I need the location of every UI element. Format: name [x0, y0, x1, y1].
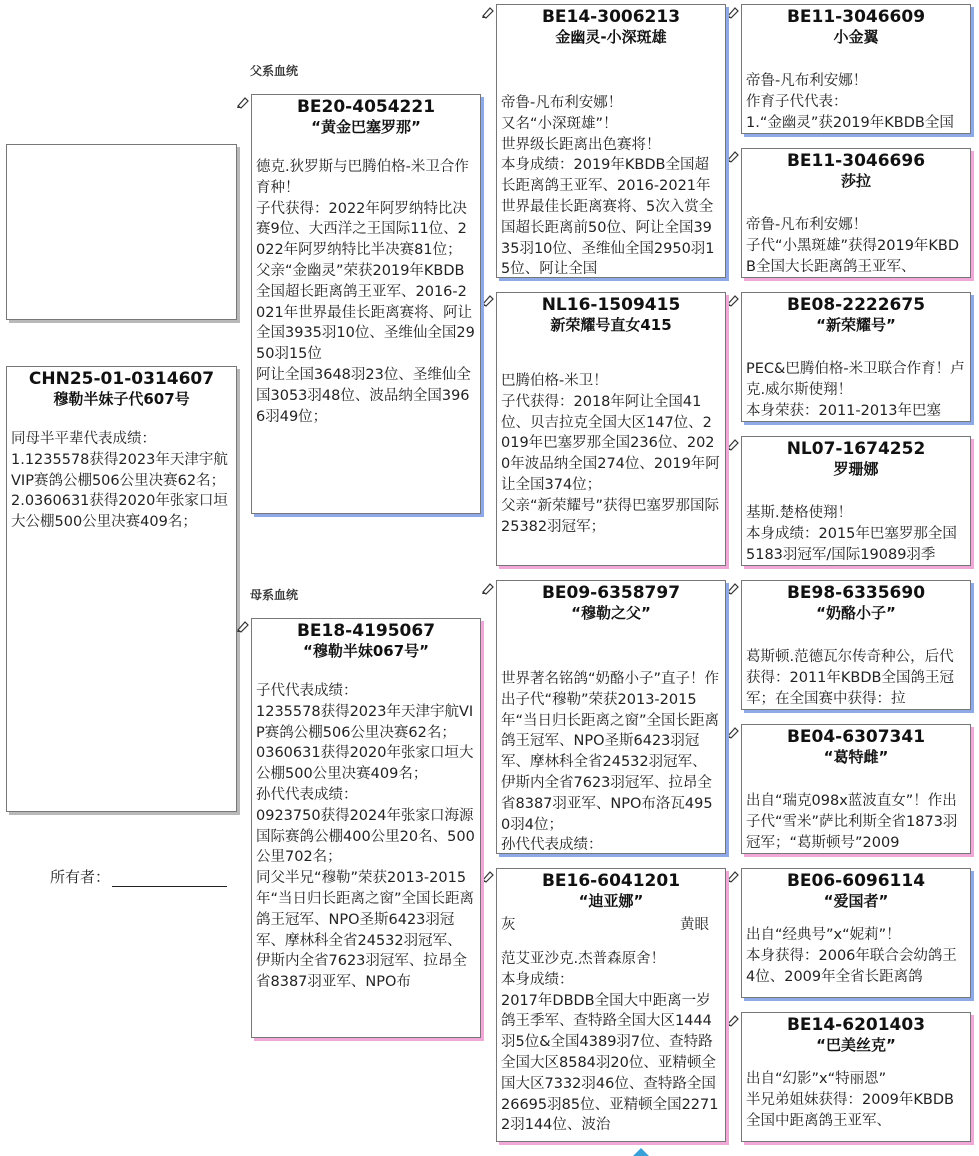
pigeon-name: “巴美丝克” — [816, 1036, 896, 1054]
color-eye-row — [497, 913, 725, 937]
dam-sire-dam-card[interactable] — [741, 724, 971, 854]
pigeon-description: 出自“幻影”x“特丽恩” 半兄弟姐妹获得：2009年KBDB全国中距离鸽王亚军、 — [746, 1071, 954, 1129]
owner-underline — [112, 870, 227, 887]
edit-pencil-icon[interactable] — [481, 581, 495, 595]
pigeon-name: 莎拉 — [840, 172, 871, 190]
pigeon-name: “葛特雌” — [823, 748, 889, 766]
ring-number: BE04-6307341 — [786, 727, 926, 747]
edit-pencil-icon[interactable] — [726, 869, 740, 883]
pigeon-name: “爱国者” — [823, 892, 889, 910]
pigeon-name: “新荣耀号” — [816, 316, 896, 334]
pigeon-description: 帝鲁-凡布利安娜！ 子代“小黑斑雄”获得2019年KBDB全国大长距离鸽王亚军、 — [746, 217, 960, 275]
ring-number: NL07-1674252 — [786, 439, 926, 459]
pigeon-description: 同母半平辈代表成绩： 1.1235578获得2023年天津宇航VIP赛鸽公棚506公里决赛62名； 2.0360631获得2020年张家口垣大公棚500公里决赛409名； — [11, 431, 228, 531]
pigeon-name: “穆勒之父” — [571, 604, 651, 622]
pigeon-description: 出自“瑞克098x蓝波直女”！作出子代“雪米”萨比利斯全省1873羽冠军；“葛斯顿号”2009 — [746, 793, 958, 851]
owner-field[interactable] — [50, 866, 227, 887]
sire-sire-card[interactable] — [496, 4, 726, 278]
ring-number: BE14-6201403 — [786, 1015, 926, 1035]
dam-dam-dam-card[interactable] — [741, 1012, 971, 1142]
pigeon-name: 新荣耀号直女415 — [550, 316, 672, 334]
sire-card[interactable] — [251, 94, 481, 514]
ring-number: BE98-6335690 — [786, 583, 926, 603]
ring-number: BE11-3046609 — [786, 7, 926, 27]
pigeon-description: 基斯.楚格使翔！ 本身成绩：2015年巴塞罗那全国5183羽冠军/国际19089羽季 — [746, 505, 957, 563]
ring-number: BE20-4054221 — [296, 97, 436, 117]
dam-line-label: 母系血统 — [250, 588, 299, 602]
edit-pencil-icon[interactable] — [726, 725, 740, 739]
pigeon-name: 小金翼 — [833, 28, 879, 46]
ring-number: BE14-3006213 — [541, 7, 681, 27]
dam-dam-card[interactable] — [496, 868, 726, 1142]
dam-sire-card[interactable] — [496, 580, 726, 854]
pigeon-description: PEC&巴腾伯格-米卫联合作育！卢克.威尔斯使翔！ 本身荣获：2011-2013年巴塞 — [746, 361, 965, 419]
sire-line-label: 父系血统 — [250, 64, 299, 78]
edit-pencil-icon[interactable] — [726, 149, 740, 163]
dam-card[interactable] — [251, 618, 481, 1038]
ring-number: NL16-1509415 — [541, 295, 681, 315]
edit-pencil-icon[interactable] — [726, 1013, 740, 1027]
photo-placeholder — [6, 144, 237, 320]
edit-pencil-icon[interactable] — [236, 619, 250, 633]
ring-number: BE06-6096114 — [786, 871, 926, 891]
sire-sire-dam-card[interactable] — [741, 148, 971, 278]
pigeon-name: 穆勒半妹子代607号 — [53, 390, 190, 408]
sire-dam-sire-card[interactable] — [741, 292, 971, 422]
pigeon-name: “黄金巴塞罗那” — [311, 118, 421, 136]
pigeon-description: 世界著名铭鸽“奶酪小子”直子！作出子代“穆勒”荣获2013-2015年“当日归长距离之窗”全国长距离鸽王冠军、NPO圣斯6423羽冠军、摩林科全省24532羽冠军、伊斯内全省7623羽冠军、拉昂全省8387羽亚军、NPO布洛瓦4950羽4位； 孙代代表成绩： — [501, 671, 720, 854]
pigeon-description: 范艾亚沙克.杰普森原舍！ 本身成绩： 2017年DBDB全国大中距离一岁鸽王季军、查特路全国大区1444羽5位&全国4389羽7位、查特路全国大区8584羽20位、亚精顿全国大区7332羽46位、查特路全国26695羽85位、亚精顿全国22712羽144位、波治 — [501, 951, 719, 1134]
ring-number: CHN25-01-0314607 — [28, 369, 215, 389]
owner-label: 所有者： — [50, 868, 111, 886]
edit-pencil-icon[interactable] — [726, 293, 740, 307]
ring-number: BE09-6358797 — [541, 583, 681, 603]
edit-pencil-icon[interactable] — [726, 5, 740, 19]
dam-dam-sire-card[interactable] — [741, 868, 971, 998]
pigeon-description: 出自“经典号”x“妮莉”！ 本身获得：2006年联合会幼鸽王4位、2009年全省长距离鸽 — [746, 927, 957, 985]
edit-pencil-icon[interactable] — [481, 293, 495, 307]
pigeon-description: 德克.狄罗斯与巴腾伯格-米卫合作育种！ 子代获得：2022年阿罗纳特比决赛9位、大西洋之王国际11位、2022年阿罗纳特比半决赛81位； 父亲“金幽灵”荣获2019年KBDB全国超长距离鸽王亚军、2016-2021年世界最佳长距离赛将、阿让全国3935羽10位、圣维仙全国2950羽15位 阿让全国3648羽23位、圣维仙全国3053羽48位、波品纳全国3966羽49位； — [256, 159, 475, 425]
subject-card[interactable] — [6, 366, 237, 812]
pigeon-name: “奶酪小子” — [816, 604, 896, 622]
edit-pencil-icon[interactable] — [726, 437, 740, 451]
scroll-indicator-icon[interactable] — [633, 1148, 649, 1156]
ring-number: BE16-6041201 — [541, 871, 681, 891]
pigeon-name: “穆勒半妹067号” — [302, 642, 430, 660]
pigeon-name: “迪亚娜” — [578, 892, 644, 910]
eye-type: 黄眼 — [680, 917, 709, 933]
pigeon-description: 葛斯顿.范德瓦尔传奇种公，后代获得：2011年KBDB全国鸽王冠军；在全国赛中获得：拉 — [746, 649, 954, 707]
edit-pencil-icon[interactable] — [481, 869, 495, 883]
pigeon-description: 帝鲁-凡布利安娜！ 又名“小深斑雄”！ 世界级长距离出色赛将！ 本身成绩：2019年KBDB全国超长距离鸽王亚军、2016-2021年世界最佳长距离赛将、5次入赏全国超长距离前50位、阿让全国3935羽10位、圣维仙全国2950羽15位、阿让全国 — [501, 95, 715, 278]
sire-dam-dam-card[interactable] — [741, 436, 971, 566]
feather-color: 灰 — [501, 917, 516, 933]
sire-dam-card[interactable] — [496, 292, 726, 566]
pigeon-name: 金幽灵-小深斑雄 — [555, 28, 667, 46]
edit-pencil-icon[interactable] — [481, 5, 495, 19]
pigeon-description: 巴腾伯格-米卫！ 子代获得：2018年阿让全国41位、贝吉拉克全国大区147位、2019年巴塞罗那全国236位、2020年波品纳全国274位、2019年阿让全国374位； 父亲“新荣耀号”获得巴塞罗那国际25382羽冠军； — [501, 373, 720, 535]
dam-sire-sire-card[interactable] — [741, 580, 971, 710]
ring-number: BE11-3046696 — [786, 151, 926, 171]
edit-pencil-icon[interactable] — [726, 581, 740, 595]
ring-number: BE08-2222675 — [786, 295, 926, 315]
pigeon-description: 子代代表成绩： 1235578获得2023年天津宇航VIP赛鸽公棚506公里决赛62名； 0360631获得2020年张家口垣大公棚500公里决赛409名； 孙代代表成绩： 0923750获得2024年张家口海源国际赛鸽公棚400公里20名、500公里702名； 同父半兄“穆勒”荣获2013-2015年“当日归长距离之窗”全国长距离鸽王冠军、NPO圣斯6423羽冠军、摩林科全省24532羽冠军、伊斯内全省7623羽冠军、拉昂全省8387羽亚军、NPO布 — [256, 683, 475, 991]
pigeon-description: 帝鲁-凡布利安娜！ 作育子代代表： 1.“金幽灵”获2019年KBDB全国 — [746, 73, 954, 131]
edit-pencil-icon[interactable] — [236, 95, 250, 109]
pigeon-name: 罗珊娜 — [833, 460, 879, 478]
ring-number: BE18-4195067 — [296, 621, 436, 641]
sire-sire-sire-card[interactable] — [741, 4, 971, 134]
